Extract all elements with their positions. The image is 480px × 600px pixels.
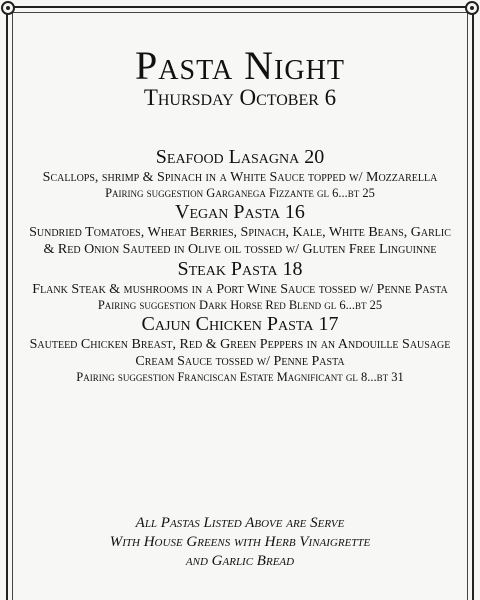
menu-list bbox=[28, 146, 452, 385]
footer-line: All Pastas Listed Above are Serve bbox=[135, 515, 345, 531]
menu-item-pairing: Pairing suggestion Franciscan Estate Magnificant gl 8...bt 31 bbox=[76, 370, 404, 384]
corner-ornament-icon bbox=[465, 1, 479, 15]
menu-item bbox=[28, 201, 452, 258]
menu-item-pairing: Pairing suggestion Dark Horse Red Blend gl 6...bt 25 bbox=[97, 298, 383, 312]
footer-note bbox=[0, 514, 480, 571]
menu-item-name: Vegan Pasta 16 bbox=[175, 201, 305, 223]
menu-item bbox=[28, 313, 452, 385]
menu-item-description: Sundried Tomatoes, Wheat Berries, Spinach, Kale, White Beans, Garlic & Red Onion Sauteed in Olive oil tossed w/ Gluten Free Linguinne bbox=[29, 225, 451, 257]
menu-item bbox=[28, 258, 452, 313]
page-title: Pasta Night bbox=[135, 43, 345, 88]
corner-ornament-icon bbox=[1, 1, 15, 15]
menu-item-description: Flank Steak & mushrooms in a Port Wine Sauce tossed w/ Penne Pasta bbox=[32, 282, 448, 297]
menu-item-name: Steak Pasta 18 bbox=[177, 258, 303, 280]
footer-line: With House Greens with Herb Vinaigrette bbox=[109, 534, 371, 550]
menu-item-description: Scallops, shrimp & Spinach in a White Sauce topped w/ Mozzarella bbox=[42, 170, 438, 185]
menu-item-name: Cajun Chicken Pasta 17 bbox=[141, 313, 339, 335]
menu-item-description: Sauteed Chicken Breast, Red & Green Peppers in an Andouille Sausage Cream Sauce tossed w/ Penne Pasta bbox=[29, 337, 451, 369]
event-date: Thursday October 6 bbox=[143, 85, 337, 110]
menu-item-name: Seafood Lasagna 20 bbox=[155, 146, 325, 168]
menu-item-pairing: Pairing suggestion Garganega Fizzante gl 6...bt 25 bbox=[105, 186, 375, 200]
footer-line: and Garlic Bread bbox=[185, 553, 295, 569]
menu-item bbox=[28, 146, 452, 201]
